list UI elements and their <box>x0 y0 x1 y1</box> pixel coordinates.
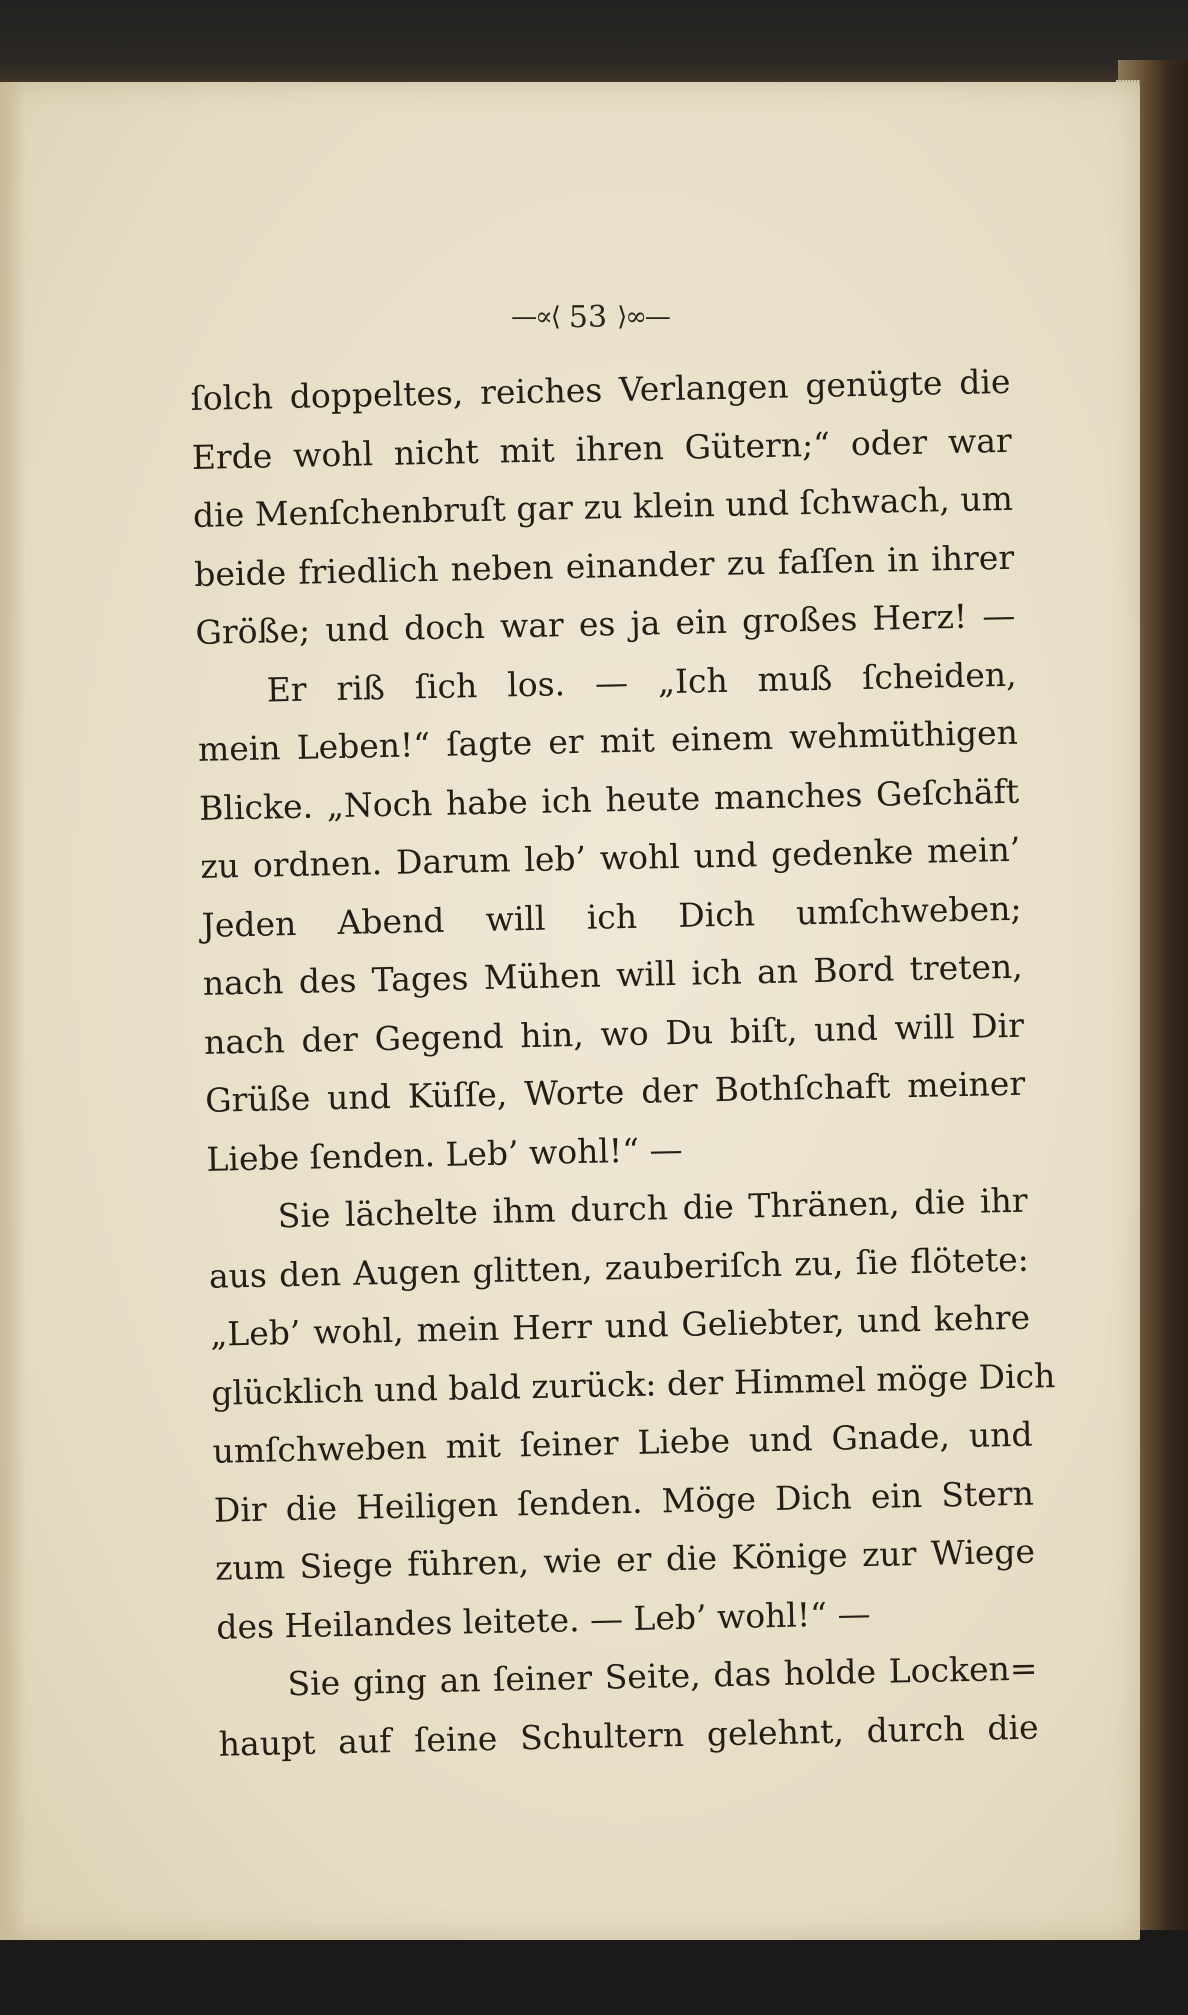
page-number: 53 <box>568 299 608 335</box>
text-line: beide friedlich neben einander zu faſſen in ihrer <box>193 537 1015 594</box>
text-line: aus den Augen glitten, zauberiſch zu, ſie flötete: <box>208 1239 1030 1296</box>
text-line: Er riß ſich los. — „Ich muß ſcheiden, <box>266 654 1017 709</box>
text-line: Sie lächelte ihm durch die Thränen, die ihr <box>277 1180 1028 1236</box>
text-line: nach des Tages Mühen will ich an Bord treten, <box>202 946 1024 1003</box>
text-line: nach der Gegend hin, wo Du biſt, und will Dir <box>203 1005 1025 1062</box>
text-line: glücklich und bald zurück: der Himmel möge Dich <box>211 1355 1056 1413</box>
text-line: Grüße und Küſſe, Worte der Bothſchaft meiner <box>204 1063 1026 1120</box>
book-bottom-edge <box>0 1930 1188 2015</box>
text-line: zum Siege führen, wie er die Könige zur Wiege <box>214 1531 1036 1588</box>
text-line: Jeden Abend will ich Dich umſchweben; <box>201 888 1022 945</box>
text-line: Blicke. „Noch habe ich heute manches Geſchäft <box>198 771 1020 828</box>
text-line: des Heilandes leitete. — Leb’ wohl!“ — <box>215 1593 871 1647</box>
book-top-edge <box>0 0 1188 90</box>
text-line: Dir die Heiligen ſenden. Möge Dich ein Stern <box>213 1473 1035 1530</box>
header-right-ornament: ⟩∞— <box>617 302 669 332</box>
text-line: mein Leben!“ ſagte er mit einem wehmüthigen <box>197 712 1019 769</box>
body-text <box>190 353 1056 1774</box>
text-line: Größe; und doch war es ja ein großes Herz! — <box>195 595 1016 652</box>
page-header <box>420 292 760 342</box>
text-line: „Leb’ wohl, mein Herr und Geliebter, und kehre <box>209 1297 1031 1354</box>
text-line: haupt auf ſeine Schultern gelehnt, durch die <box>218 1707 1040 1764</box>
text-line: Erde wohl nicht mit ihren Gütern;“ oder war <box>191 420 1013 477</box>
text-line: Liebe ſenden. Leb’ wohl!“ — <box>206 1129 683 1179</box>
text-line: die Menſchenbruſt gar zu klein und ſchwach, um <box>192 478 1014 535</box>
text-line: Sie ging an ſeiner Seite, das holde Locken= <box>287 1648 1038 1704</box>
text-line: ſolch doppeltes, reiches Verlangen genügte die <box>190 361 1011 418</box>
book-page <box>0 82 1140 1940</box>
header-left-ornament: —∝⟨ <box>511 302 559 332</box>
text-line: umſchweben mit ſeiner Liebe und Gnade, und <box>212 1414 1033 1471</box>
text-line: zu ordnen. Darum leb’ wohl und gedenke mein’ <box>199 829 1021 886</box>
